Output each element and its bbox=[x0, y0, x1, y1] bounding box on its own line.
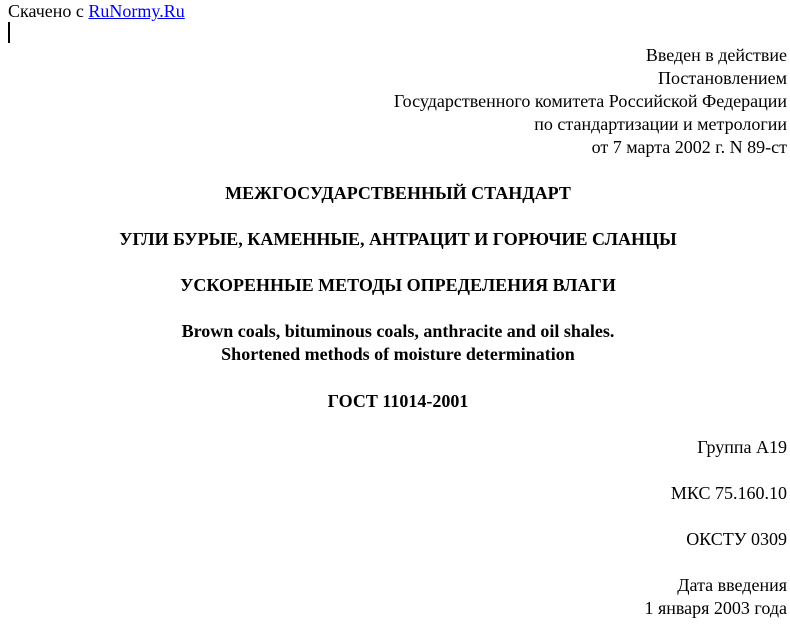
enactment-line-2: Постановлением bbox=[657, 68, 787, 88]
standard-code: ГОСТ 11014-2001 bbox=[327, 391, 469, 411]
standard-title: УГЛИ БУРЫЕ, КАМЕННЫЕ, АНТРАЦИТ И ГОРЮЧИЕ СЛАНЦЫ bbox=[119, 229, 677, 249]
standard-subtitle: УСКОРЕННЫЕ МЕТОДЫ ОПРЕДЕЛЕНИЯ ВЛАГИ bbox=[180, 275, 616, 295]
enactment-block bbox=[394, 44, 787, 159]
intro-date-value: 1 января 2003 года bbox=[644, 598, 787, 618]
enactment-line-1: Введен в действие bbox=[645, 45, 787, 65]
intro-date-block bbox=[644, 574, 787, 620]
english-title-line-2: Shortened methods of moisture determination bbox=[221, 344, 575, 364]
text-caret bbox=[8, 22, 10, 43]
source-prefix: Скачено с bbox=[8, 1, 89, 21]
group-label: Группа А19 bbox=[697, 437, 787, 457]
enactment-line-5: от 7 марта 2002 г. N 89-ст bbox=[591, 137, 787, 157]
source-line bbox=[8, 1, 185, 21]
english-title-line-1: Brown coals, bituminous coals, anthracite and oil shales. bbox=[181, 321, 615, 341]
standard-type: МЕЖГОСУДАРСТВЕННЫЙ СТАНДАРТ bbox=[225, 183, 571, 203]
okstu-code: ОКСТУ 0309 bbox=[686, 529, 787, 549]
enactment-line-3: Государственного комитета Российской Федерации bbox=[393, 91, 787, 111]
source-link[interactable]: RuNormy.Ru bbox=[88, 1, 185, 21]
mks-code: МКС 75.160.10 bbox=[670, 483, 787, 503]
english-title bbox=[0, 320, 790, 366]
enactment-line-4: по стандартизации и метрологии bbox=[534, 114, 787, 134]
intro-date-label: Дата введения bbox=[677, 575, 787, 595]
